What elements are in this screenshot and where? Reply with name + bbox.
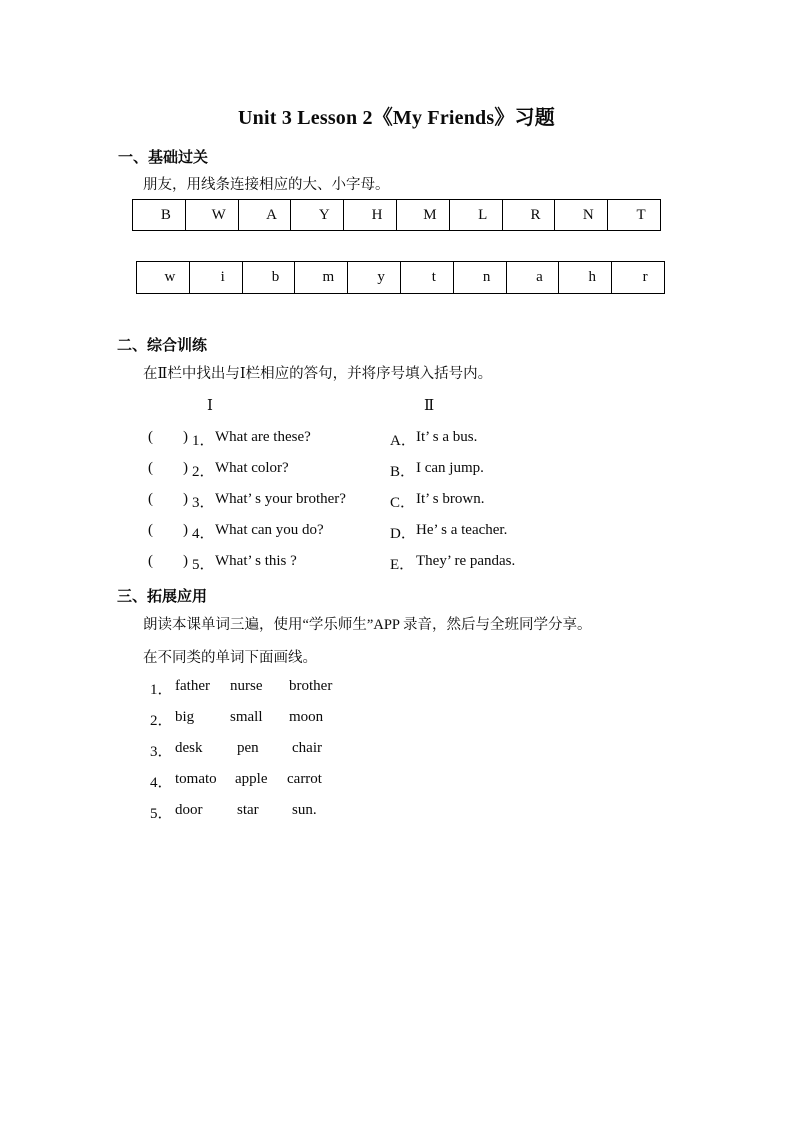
word-row-number: 2．: [150, 713, 173, 729]
uppercase-letter-cell: N: [554, 200, 607, 230]
lowercase-letter-cell: y: [347, 262, 400, 293]
word: sun.: [292, 802, 317, 818]
word: star: [237, 802, 259, 818]
answer-blank-paren-close: ): [183, 491, 188, 507]
section-3-heading: 三、拓展应用: [117, 589, 208, 605]
word-row-number: 4．: [150, 775, 173, 791]
answer-blank-paren-open: (: [148, 522, 153, 538]
uppercase-letter-table: [132, 199, 661, 231]
answer-text: It’ s a bus.: [416, 429, 478, 445]
question-text: What can you do?: [215, 522, 324, 538]
answer-label: B．: [390, 464, 416, 480]
word: big: [175, 709, 195, 725]
word: moon: [289, 709, 324, 725]
lowercase-letter-cell: r: [611, 262, 664, 293]
question-number: 4．: [192, 526, 215, 542]
question-number: 2．: [192, 464, 215, 480]
word-row: [0, 709, 793, 727]
answer-blank-paren-open: (: [148, 491, 153, 507]
word-row: [0, 771, 793, 789]
answer-blank-paren-close: ): [183, 460, 188, 476]
column-2-header: Ⅱ: [424, 398, 435, 414]
lowercase-letter-table: [136, 261, 665, 294]
lowercase-letter-cell: t: [400, 262, 453, 293]
question-number: 5．: [192, 557, 215, 573]
word-row: [0, 802, 793, 820]
answer-blank-paren-open: (: [148, 460, 153, 476]
lowercase-letter-cell: w: [164, 269, 176, 285]
uppercase-letter-cell: A: [238, 200, 291, 230]
word: chair: [292, 740, 322, 756]
word: carrot: [287, 771, 322, 787]
section-2-instruction: 在Ⅱ栏中找出与Ⅰ栏相应的答句，并将序号填入括号内。: [143, 366, 493, 382]
word: small: [230, 709, 263, 725]
answer-text: I can jump.: [416, 460, 484, 476]
answer-text: They’ re pandas.: [416, 553, 516, 569]
word: nurse: [230, 678, 263, 694]
word: pen: [237, 740, 259, 756]
match-row: [0, 553, 793, 571]
answer-label: C．: [390, 495, 416, 511]
question-number: 3．: [192, 495, 215, 511]
question-text: What color?: [215, 460, 289, 476]
answer-blank-paren-close: ): [183, 429, 188, 445]
section-1-instruction: 朋友，用线条连接相应的大、小字母。: [143, 177, 390, 193]
answer-text: It’ s brown.: [416, 491, 485, 507]
section-3-instruction-2: 在不同类的单词下面画线。: [143, 650, 317, 666]
match-row: [0, 522, 793, 540]
answer-blank-paren-open: (: [148, 429, 153, 445]
uppercase-letter-cell: L: [449, 200, 502, 230]
word-row: [0, 740, 793, 758]
word: desk: [175, 740, 203, 756]
uppercase-letter-cell: Y: [290, 200, 343, 230]
word: tomato: [175, 771, 217, 787]
section-1-heading: 一、基础过关: [118, 150, 209, 166]
word-row-number: 1．: [150, 682, 173, 698]
lowercase-letter-cell: m: [294, 262, 347, 293]
match-row: [0, 460, 793, 478]
section-2-heading: 二、综合训练: [117, 338, 208, 354]
uppercase-letter-cell: R: [502, 200, 555, 230]
word: door: [175, 802, 203, 818]
lowercase-letter-cell: n: [453, 262, 506, 293]
column-1-header: Ⅰ: [207, 398, 213, 414]
word: father: [175, 678, 210, 694]
lowercase-letter-cell: a: [506, 262, 559, 293]
lowercase-letter-cell: b: [242, 262, 295, 293]
answer-blank-paren-close: ): [183, 553, 188, 569]
uppercase-letter-cell: B: [160, 206, 171, 223]
uppercase-letter-cell: M: [396, 200, 449, 230]
question-text: What’ s this ?: [215, 553, 297, 569]
question-text: What’ s your brother?: [215, 491, 346, 507]
match-row: [0, 491, 793, 509]
answer-label: E．: [390, 557, 415, 573]
section-3-instruction-1: 朗读本课单词三遍，使用“学乐师生”APP 录音，然后与全班同学分享。: [143, 617, 592, 633]
uppercase-letter-cell: T: [607, 200, 660, 230]
word-row: [0, 678, 793, 696]
uppercase-letter-cell: H: [343, 200, 396, 230]
word-row-number: 5．: [150, 806, 173, 822]
answer-label: D．: [390, 526, 416, 542]
answer-blank-paren-close: ): [183, 522, 188, 538]
word: brother: [289, 678, 333, 694]
word-row-number: 3．: [150, 744, 173, 760]
word: apple: [235, 771, 268, 787]
answer-text: He’ s a teacher.: [416, 522, 508, 538]
question-text: What are these?: [215, 429, 311, 445]
uppercase-letter-cell: W: [185, 200, 238, 230]
answer-label: A．: [390, 433, 416, 449]
page-title: Unit 3 Lesson 2《My Friends》习题: [238, 107, 555, 129]
lowercase-letter-cell: h: [558, 262, 611, 293]
question-number: 1．: [192, 433, 215, 449]
match-row: [0, 429, 793, 447]
answer-blank-paren-open: (: [148, 553, 153, 569]
lowercase-letter-cell: i: [189, 262, 242, 293]
